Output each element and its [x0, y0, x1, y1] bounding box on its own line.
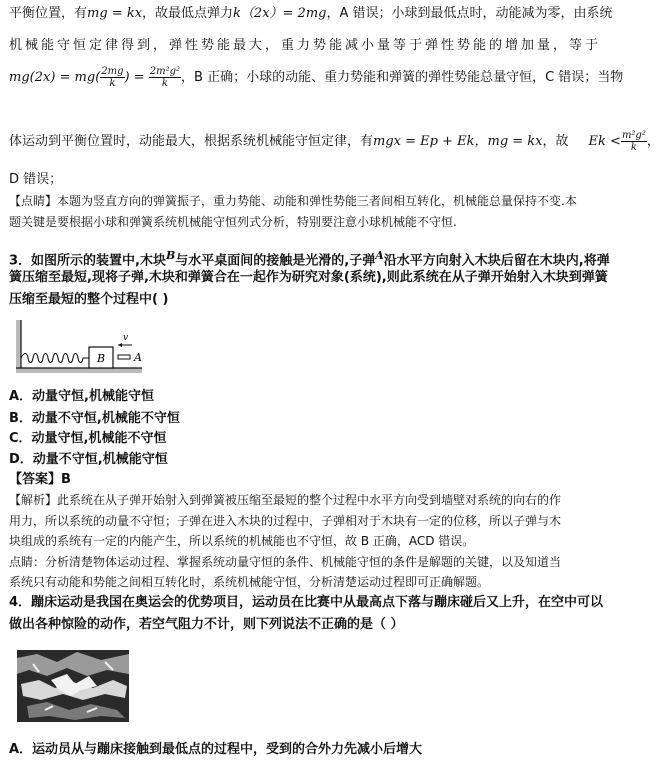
formula: ) = — [124, 70, 145, 85]
table-surface — [16, 368, 142, 373]
arrow-head — [118, 343, 122, 347]
q3-option-b: B．动量不守恒,机械能不守恒 — [9, 411, 180, 426]
numerator: 2mg — [101, 66, 124, 77]
text: ， — [646, 134, 660, 149]
label-a: A — [375, 249, 384, 262]
numerator: 2m²g² — [149, 66, 181, 77]
text: 体运动到平衡位置时，动能最大，根据系统机械能守恒定律，有 — [9, 134, 374, 149]
text: 3．如图所示的装置中,木块 — [9, 253, 166, 269]
spring-block-figure — [14, 318, 146, 374]
solution-line-4 — [9, 130, 660, 154]
text: 与水平桌面间的接触是光滑的,子弹 — [175, 253, 376, 269]
q3-stem-line-2: 簧压缩至最短,现将子弹,木块和弹簧合在一起作为研究对象(系统),则此系统在从子弹开始射入木块到弹簧 — [9, 270, 608, 285]
label-b: B — [165, 249, 176, 262]
q3-option-d: D．动量不守恒,机械能守恒 — [9, 452, 168, 467]
velocity-label: v — [123, 333, 129, 343]
q3-option-c: C．动量守恒,机械能不守恒 — [9, 431, 167, 446]
q3-stem-line-1 — [9, 246, 610, 271]
q3-explanation-2: 用力，所以系统的动量不守恒；子弹在进入木块的过程中，子弹相对于木块有一定的位移，所以子弹与木 — [9, 514, 562, 528]
q4-option-a: A．运动员从与蹦床接触到最低点的过程中，受到的合外力先减小后增大 — [9, 742, 423, 757]
text: ，A 错误；小球到最低点时，动能减为零，由系统 — [326, 6, 613, 21]
bullet-a — [118, 355, 130, 359]
wall — [16, 320, 21, 368]
block-b-label: B — [96, 352, 106, 365]
solution-line-3 — [9, 66, 623, 89]
solution-line-2: 机械能守恒定律得到，弹性势能最大，重力势能减小量等于弹性势能的增加量，等于 — [9, 38, 602, 53]
q4-stem-line-1: 4．蹦床运动是我国在奥运会的优势项目，运动员在比赛中从最高点下落与蹦床碰后又上升，在空中可以 — [9, 595, 604, 610]
spring — [21, 354, 89, 363]
formula: k（2x）= 2mg — [233, 6, 327, 21]
solution-line-1 — [9, 6, 613, 22]
denominator: k — [630, 142, 637, 153]
solution-line-5: D 错误； — [9, 172, 63, 187]
note-line-2: 题关键是要根据小球和弹簧系统机械能守恒列式分析，特别要注意小球机械能不守恒. — [9, 215, 457, 229]
q3-answer: 【答案】B — [9, 472, 71, 487]
bullet-a-label: A — [134, 351, 142, 364]
formula: mg(2x) = mg( — [9, 70, 101, 85]
denominator: k — [161, 78, 168, 89]
q3-explanation-3: 块组成的系统有一定的内能产生，所以系统的机械能也不守恒，故 B 正确，ACD 错误。 — [9, 534, 475, 548]
q3-explanation-1: 【解析】此系统在从子弹开始射入到弹簧被压缩至最短的整个过程中水平方向受到墙壁对系统的向右的作 — [9, 493, 562, 507]
fraction — [100, 66, 124, 89]
trampoline-photo — [17, 650, 129, 722]
text: ，B 正确；小球的动能、重力势能和弹簧的弹性势能总量守恒，C 错误；当物 — [181, 70, 624, 85]
text: 沿水平方向射入木块后留在木块内,将弹 — [383, 253, 610, 269]
formula: mgx = Ep + Ek，mg = kx — [373, 134, 543, 149]
q3-option-a: A．动量守恒,机械能守恒 — [9, 389, 154, 404]
fraction — [149, 66, 181, 89]
denominator: k — [109, 78, 116, 89]
text: 平衡位置，有 — [9, 6, 88, 21]
formula: mg = kx — [87, 6, 143, 21]
formula: Ek < — [588, 134, 621, 149]
q3-explanation-4: 点睛：分析清楚物体运动过程、掌握系统动量守恒的条件、机械能守恒的条件是解题的关键，以及知道当 — [9, 555, 562, 569]
note-line-1: 【点睛】本题为竖直方向的弹簧振子，重力势能、动能和弹性势能三者间相互转化，机械能总量保持不变.本 — [9, 194, 577, 208]
fraction — [621, 130, 647, 153]
text: ，故最低点弹力 — [142, 6, 234, 21]
numerator: m²g² — [621, 130, 646, 141]
q3-stem-line-3: 压缩至最短的整个过程中( ) — [9, 292, 169, 307]
q4-stem-line-2: 做出各种惊险的动作，若空气阻力不计，则下列说法不正确的是（ ） — [9, 617, 404, 632]
text: ，故 — [542, 134, 569, 149]
q3-explanation-5: 系统只有动能和势能之间相互转化时，系统机械能守恒，分析清楚运动过程即可正确解题。 — [9, 575, 490, 589]
